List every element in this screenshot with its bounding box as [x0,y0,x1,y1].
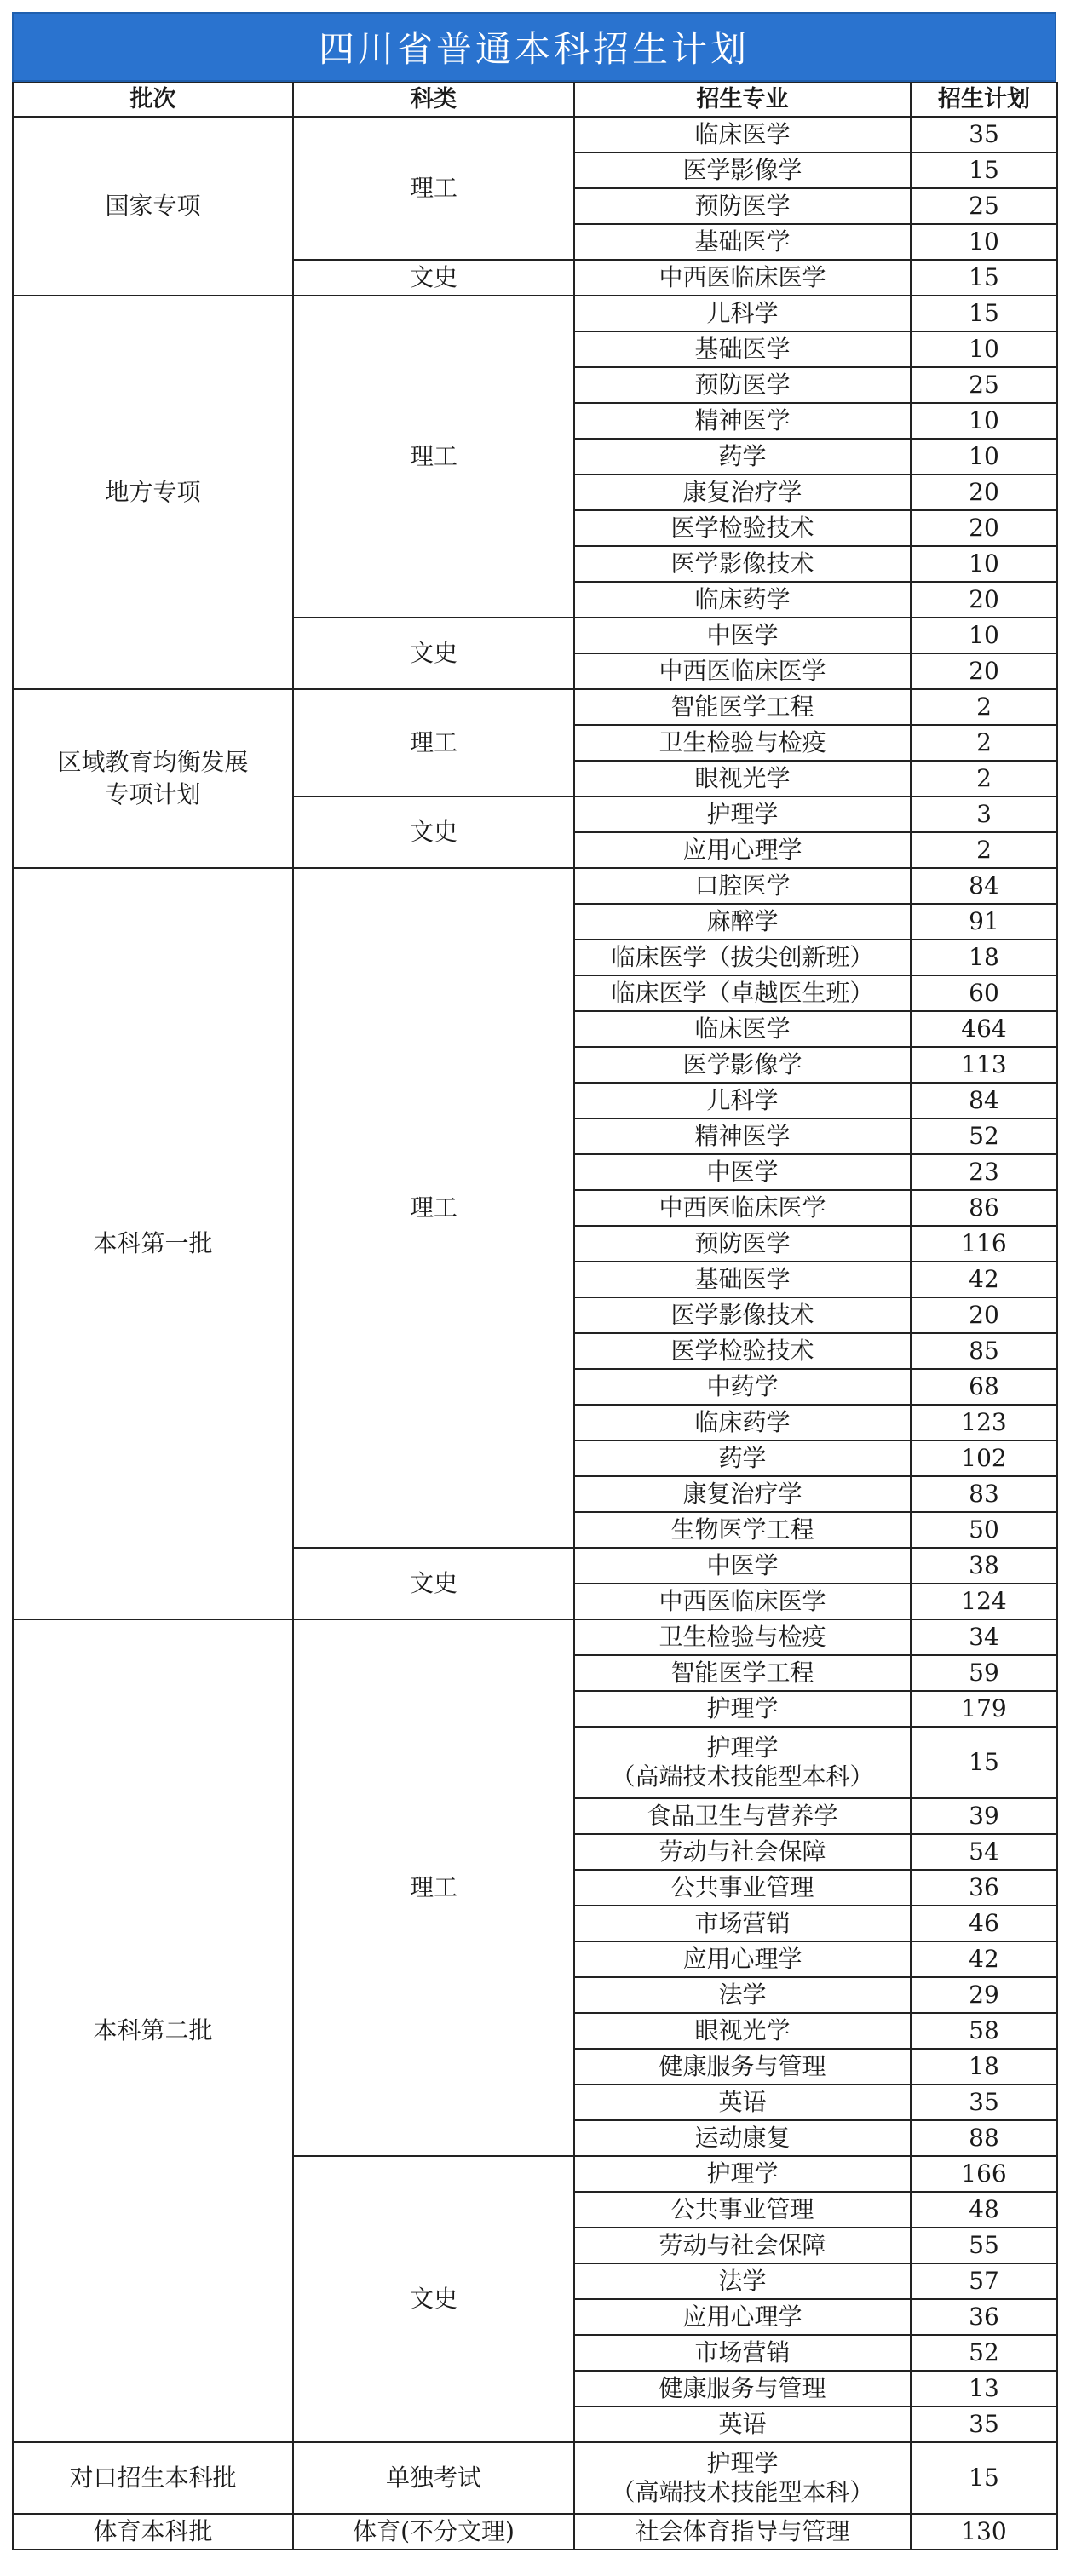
plan-cell: 10 [911,618,1057,653]
plan-cell: 130 [911,2514,1057,2550]
plan-cell: 25 [911,367,1057,403]
plan-cell: 2 [911,689,1057,725]
plan-cell: 42 [911,1941,1057,1977]
subject-cell: 理工 [293,117,574,260]
plan-cell: 35 [911,2084,1057,2120]
major-cell: 临床药学 [574,1405,911,1440]
plan-cell: 54 [911,1834,1057,1870]
plan-cell: 42 [911,1262,1057,1297]
plan-cell: 20 [911,582,1057,618]
table-row [13,2442,1057,2514]
plan-cell: 58 [911,2013,1057,2049]
major-cell: 英语 [574,2406,911,2442]
plan-cell: 20 [911,653,1057,689]
major-cell: 精神医学 [574,1118,911,1154]
plan-cell: 10 [911,546,1057,582]
plan-cell: 85 [911,1333,1057,1369]
major-cell: 麻醉学 [574,904,911,940]
subject-cell: 单独考试 [293,2442,574,2514]
major-cell: 眼视光学 [574,2013,911,2049]
plan-cell: 48 [911,2192,1057,2228]
major-cell: 基础医学 [574,331,911,367]
major-cell: 应用心理学 [574,832,911,868]
plan-cell: 25 [911,188,1057,224]
major-cell: 护理学 （高端技术技能型本科） [574,1727,911,1798]
table-row [13,296,1057,331]
major-cell: 法学 [574,1977,911,2013]
major-cell: 劳动与社会保障 [574,2228,911,2263]
plan-cell: 36 [911,1870,1057,1906]
plan-cell: 35 [911,117,1057,152]
plan-cell: 123 [911,1405,1057,1440]
header-batch: 批次 [13,83,293,117]
plan-cell: 10 [911,403,1057,439]
plan-cell: 38 [911,1548,1057,1584]
admission-plan-sheet [12,12,1056,2564]
major-cell: 医学检验技术 [574,510,911,546]
major-cell: 口腔医学 [574,868,911,904]
plan-cell: 60 [911,975,1057,1011]
batch-cell: 国家专项 [13,117,293,296]
plan-cell: 36 [911,2299,1057,2335]
major-cell: 儿科学 [574,1083,911,1118]
plan-cell: 20 [911,1297,1057,1333]
major-cell: 基础医学 [574,1262,911,1297]
subject-cell: 理工 [293,1619,574,2156]
batch-cell: 体育本科批 [13,2514,293,2550]
plan-cell: 102 [911,1440,1057,1476]
table-body [13,117,1057,2550]
plan-cell: 20 [911,474,1057,510]
batch-cell: 地方专项 [13,296,293,689]
plan-cell: 15 [911,260,1057,296]
plan-cell: 59 [911,1655,1057,1691]
plan-cell: 23 [911,1154,1057,1190]
plan-cell: 15 [911,296,1057,331]
major-cell: 护理学 （高端技术技能型本科） [574,2442,911,2514]
major-cell: 中西医临床医学 [574,653,911,689]
major-cell: 中医学 [574,1548,911,1584]
plan-cell: 52 [911,2335,1057,2371]
plan-cell: 86 [911,1190,1057,1226]
major-cell: 医学检验技术 [574,1333,911,1369]
major-cell: 运动康复 [574,2120,911,2156]
header-subject: 科类 [293,83,574,117]
major-cell: 医学影像技术 [574,546,911,582]
major-cell: 康复治疗学 [574,1476,911,1512]
table-row [13,689,1057,725]
plan-cell: 52 [911,1118,1057,1154]
plan-cell: 84 [911,1083,1057,1118]
plan-cell: 2 [911,725,1057,761]
plan-cell: 10 [911,439,1057,474]
plan-cell: 18 [911,940,1057,975]
major-cell: 市场营销 [574,2335,911,2371]
plan-cell: 15 [911,152,1057,188]
title-bar [12,12,1056,82]
major-cell: 预防医学 [574,367,911,403]
major-cell: 卫生检验与检疫 [574,1619,911,1655]
plan-cell: 50 [911,1512,1057,1548]
major-cell: 药学 [574,1440,911,1476]
subject-cell: 文史 [293,618,574,689]
major-cell: 社会体育指导与管理 [574,2514,911,2550]
plan-cell: 124 [911,1584,1057,1619]
major-cell: 临床医学（拔尖创新班） [574,940,911,975]
major-cell: 护理学 [574,2156,911,2192]
plan-cell: 2 [911,832,1057,868]
subject-cell: 理工 [293,868,574,1548]
major-cell: 康复治疗学 [574,474,911,510]
plan-cell: 35 [911,2406,1057,2442]
major-cell: 市场营销 [574,1906,911,1941]
plan-cell: 2 [911,761,1057,796]
plan-cell: 88 [911,2120,1057,2156]
subject-cell: 理工 [293,296,574,618]
subject-cell: 理工 [293,689,574,796]
header-major: 招生专业 [574,83,911,117]
plan-cell: 39 [911,1798,1057,1834]
table-row [13,2514,1057,2550]
table-row [13,117,1057,152]
table-row [13,868,1057,904]
major-cell: 临床医学（卓越医生班） [574,975,911,1011]
plan-cell: 464 [911,1011,1057,1047]
plan-cell: 68 [911,1369,1057,1405]
subject-cell: 体育(不分文理) [293,2514,574,2550]
batch-cell: 对口招生本科批 [13,2442,293,2514]
plan-cell: 20 [911,510,1057,546]
major-cell: 药学 [574,439,911,474]
plan-cell: 179 [911,1691,1057,1727]
plan-cell: 55 [911,2228,1057,2263]
major-cell: 预防医学 [574,188,911,224]
plan-cell: 10 [911,224,1057,260]
major-cell: 临床医学 [574,117,911,152]
major-cell: 健康服务与管理 [574,2371,911,2406]
major-cell: 儿科学 [574,296,911,331]
plan-cell: 46 [911,1906,1057,1941]
major-cell: 公共事业管理 [574,2192,911,2228]
batch-cell: 本科第二批 [13,1619,293,2442]
subject-cell: 文史 [293,260,574,296]
plan-cell: 3 [911,796,1057,832]
plan-cell: 15 [911,2442,1057,2514]
major-cell: 医学影像技术 [574,1297,911,1333]
major-cell: 中西医临床医学 [574,260,911,296]
table-header [13,83,1057,117]
major-cell: 基础医学 [574,224,911,260]
major-cell: 智能医学工程 [574,1655,911,1691]
subject-cell: 文史 [293,2156,574,2442]
major-cell: 中医学 [574,1154,911,1190]
plan-table [12,82,1058,2550]
major-cell: 智能医学工程 [574,689,911,725]
major-cell: 中医学 [574,618,911,653]
plan-cell: 116 [911,1226,1057,1262]
major-cell: 眼视光学 [574,761,911,796]
major-cell: 临床药学 [574,582,911,618]
header-plan: 招生计划 [911,83,1057,117]
plan-cell: 83 [911,1476,1057,1512]
plan-cell: 10 [911,331,1057,367]
major-cell: 临床医学 [574,1011,911,1047]
plan-cell: 34 [911,1619,1057,1655]
major-cell: 公共事业管理 [574,1870,911,1906]
plan-cell: 113 [911,1047,1057,1083]
subject-cell: 文史 [293,796,574,868]
major-cell: 卫生检验与检疫 [574,725,911,761]
major-cell: 预防医学 [574,1226,911,1262]
major-cell: 应用心理学 [574,1941,911,1977]
plan-cell: 29 [911,1977,1057,2013]
major-cell: 护理学 [574,796,911,832]
batch-cell: 本科第一批 [13,868,293,1619]
batch-cell: 区域教育均衡发展 专项计划 [13,689,293,868]
major-cell: 中西医临床医学 [574,1190,911,1226]
page-title: 四川省普通本科招生计划 [318,28,750,70]
plan-cell: 91 [911,904,1057,940]
plan-cell: 18 [911,2049,1057,2084]
major-cell: 精神医学 [574,403,911,439]
plan-cell: 15 [911,1727,1057,1798]
major-cell: 医学影像学 [574,152,911,188]
plan-cell: 166 [911,2156,1057,2192]
major-cell: 法学 [574,2263,911,2299]
major-cell: 生物医学工程 [574,1512,911,1548]
major-cell: 劳动与社会保障 [574,1834,911,1870]
plan-cell: 57 [911,2263,1057,2299]
table-row [13,1619,1057,1655]
major-cell: 健康服务与管理 [574,2049,911,2084]
major-cell: 护理学 [574,1691,911,1727]
plan-cell: 84 [911,868,1057,904]
major-cell: 中药学 [574,1369,911,1405]
major-cell: 食品卫生与营养学 [574,1798,911,1834]
subject-cell: 文史 [293,1548,574,1619]
plan-cell: 13 [911,2371,1057,2406]
major-cell: 应用心理学 [574,2299,911,2335]
major-cell: 医学影像学 [574,1047,911,1083]
major-cell: 英语 [574,2084,911,2120]
major-cell: 中西医临床医学 [574,1584,911,1619]
